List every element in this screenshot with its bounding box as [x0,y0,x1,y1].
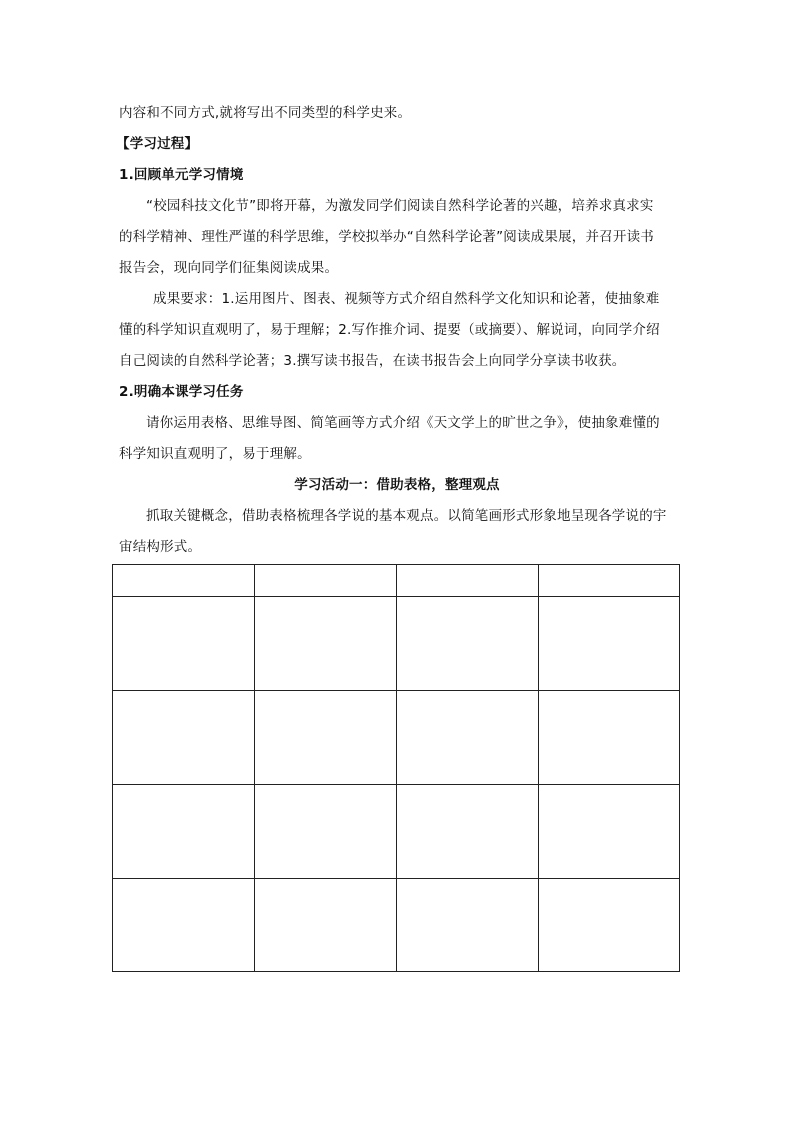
activity1-para-line2: 宙结构形式。 [119,539,202,555]
table-column-divider [538,565,539,971]
step2-para-line2: 科学知识直观明了，易于理解。 [119,446,311,462]
step2-para-line1: 请你运用表格、思维导图、简笔画等方式介绍《天文学上的旷世之争》，使抽象难懂的 [146,415,660,431]
step1-para1-line3: 报告会，现向同学们征集阅读成果。 [119,260,339,276]
step1-para2-line3: 自己阅读的自然科学论著；3.撰写读书报告，在读书报告会上向同学分享读书收获。 [119,353,626,369]
step1-heading: 1.回顾单元学习情境 [119,167,244,183]
step1-para2-line1: 成果要求：1.运用图片、图表、视频等方式介绍自然科学文化知识和论著，使抽象难 [153,291,660,307]
step2-heading: 2.明确本课学习任务 [119,384,244,400]
activity1-title: 学习活动一：借助表格，整理观点 [294,477,500,493]
table-column-divider [254,565,255,971]
step1-para2-line2: 懂的科学知识直观明了，易于理解；2.写作推介词、提要（或摘要）、解说词，向同学介绍 [119,322,660,338]
section-heading: 【学习过程】 [116,136,199,152]
intro-tail-text: 内容和不同方式,就将写出不同类型的科学史来。 [119,105,412,121]
step1-para1-line1: “校园科技文化节”即将开幕，为激发同学们阅读自然科学论著的兴趣，培养求真求实 [146,198,654,214]
table-column-divider [396,565,397,971]
activity1-para-line1: 抓取关键概念，借助表格梳理各学说的基本观点。以简笔画形式形象地呈现各学说的宇 [146,508,667,524]
step1-para1-line2: 的科学精神、理性严谨的科学思维，学校拟举办“自然科学论著”阅读成果展，并召开读书 [119,229,654,245]
blank-table [112,564,680,972]
